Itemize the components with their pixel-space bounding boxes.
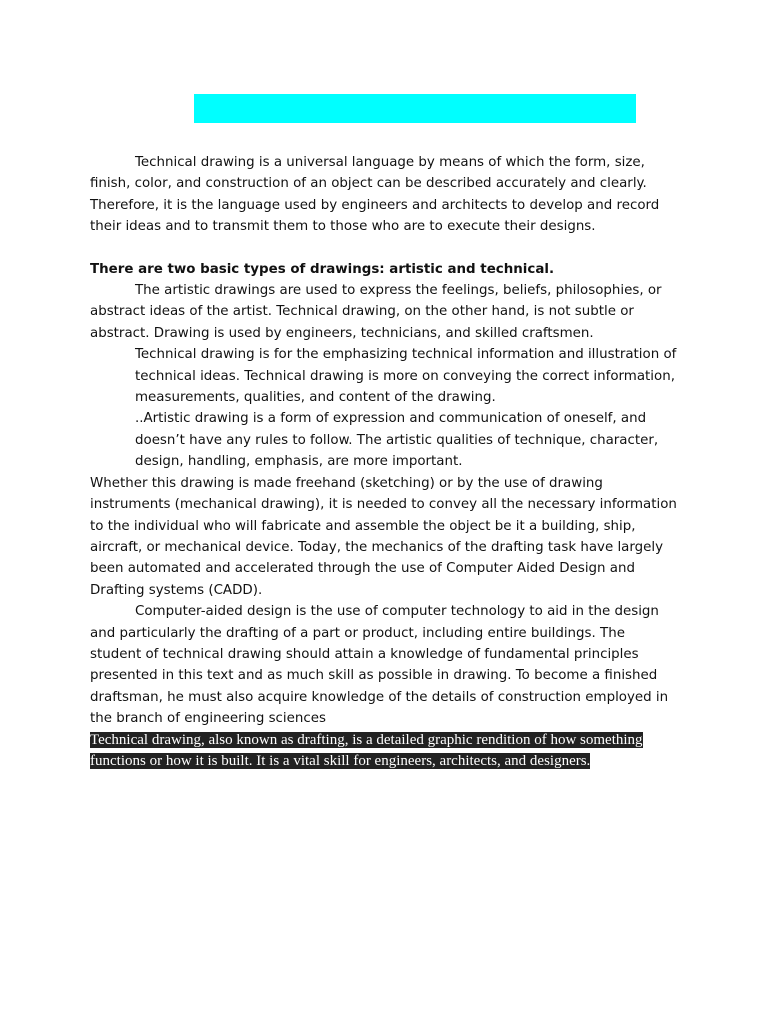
artistic-purpose-paragraph: ..Artistic drawing is a form of expression and communication of oneself, and doesn’t have any rules to follow. The artistic qualities of technique, character, design, handling, emphasis, are more important. — [135, 411, 659, 470]
freehand-paragraph: Whether this drawing is made freehand (sketching) or by the use of drawing instruments (mechanical drawing), it is needed to convey all the necessary information to the individual who will fabricate and assemble the object be it a building, ship, aircraft, or mechanical device. Today, the mechanics of the drafting task have largely been automated and accelerated through the use of Computer Aided Design and Drafting systems (CADD). — [90, 475, 677, 598]
types-heading: There are two basic types of drawings: artistic and technical. — [90, 261, 555, 277]
technical-purpose-paragraph: Technical drawing is for the emphasizing technical information and illustration of technical ideas. Technical drawing is more on conveying the correct information, measurements, qualities, and content of the drawing. — [135, 347, 677, 406]
artistic-vs-technical-paragraph: The artistic drawings are used to express the feelings, beliefs, philosophies, or abstract ideas of the artist. Technical drawing, on the other hand, is not subtle or abstract. Drawing is used by engineers, technicians, and skilled craftsmen. — [90, 283, 662, 341]
highlighted-paragraph — [90, 730, 670, 773]
intro-paragraph: Technical drawing is a universal language by means of which the form, size, finish, color, and construction of an object can be described accurately and clearly. Therefore, it is the language used by engineers and architects to develop and record their ideas and to transmit them to those who are to execute their designs. — [90, 155, 660, 235]
cad-paragraph: Computer-aided design is the use of computer technology to aid in the design and particularly the drafting of a part or product, including entire buildings. The student of technical drawing should attain a knowledge of fundamental principles presented in this text and as much skill as possible in drawing. To become a finished draftsman, he must also acquire knowledge of the details of construction employed in the branch of engineering sciences — [90, 604, 669, 727]
title-banner — [194, 94, 636, 123]
document-body — [90, 152, 680, 773]
highlighted-text: Technical drawing, also known as drafting, is a detailed graphic rendition of how something functions or how it is built. It is a vital skill for engineers, architects, and designers. — [90, 731, 643, 770]
